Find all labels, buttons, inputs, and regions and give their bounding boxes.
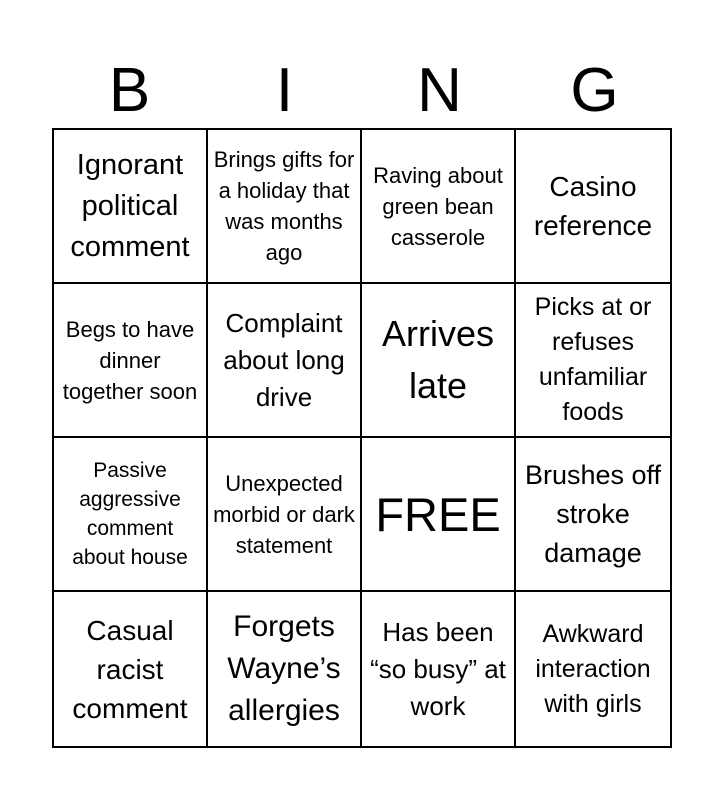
bingo-cell[interactable] bbox=[54, 130, 208, 284]
cell-text: Brushes off stroke damage bbox=[524, 459, 662, 568]
header-letter-b: B bbox=[108, 56, 151, 125]
cell-text: Raving about green bean casserole bbox=[373, 162, 503, 250]
cell-text: Arrives late bbox=[381, 313, 494, 406]
cell-text: Ignorant political comment bbox=[70, 148, 190, 263]
bingo-header bbox=[52, 56, 672, 126]
cell-text: Unexpected morbid or dark statement bbox=[213, 470, 355, 558]
header-letter-i: I bbox=[275, 56, 294, 125]
bingo-cell[interactable] bbox=[54, 284, 208, 438]
bingo-board bbox=[52, 128, 672, 748]
cell-text: Casino reference bbox=[533, 171, 653, 241]
cell-text: Forgets Wayne’s allergies bbox=[227, 610, 341, 727]
cell-text: Complaint about long drive bbox=[223, 307, 345, 412]
bingo-cell[interactable] bbox=[54, 438, 208, 592]
bingo-cell[interactable] bbox=[208, 130, 362, 284]
cell-text: Brings gifts for a holiday that was months ago bbox=[213, 147, 355, 265]
bingo-cell[interactable] bbox=[208, 284, 362, 438]
bingo-cell[interactable] bbox=[362, 592, 516, 746]
bingo-cell[interactable] bbox=[516, 284, 670, 438]
cell-text: Begs to have dinner together soon bbox=[62, 316, 198, 404]
cell-text: Awkward interaction with girls bbox=[535, 619, 651, 718]
bingo-cell[interactable] bbox=[362, 130, 516, 284]
header-letter-g: G bbox=[570, 56, 619, 125]
cell-text: Picks at or refuses unfamiliar foods bbox=[534, 293, 652, 426]
free-space-text: FREE bbox=[375, 487, 501, 541]
bingo-cell[interactable] bbox=[516, 438, 670, 592]
bingo-cell[interactable] bbox=[362, 284, 516, 438]
bingo-cell[interactable] bbox=[208, 592, 362, 746]
cell-text: Passive aggressive comment about house bbox=[72, 459, 188, 569]
header-letter-n: N bbox=[417, 56, 462, 125]
bingo-cell[interactable] bbox=[516, 592, 670, 746]
bingo-cell[interactable] bbox=[54, 592, 208, 746]
cell-text: Has been “so busy” at work bbox=[370, 616, 506, 721]
bingo-cell[interactable] bbox=[516, 130, 670, 284]
cell-text: Casual racist comment bbox=[72, 614, 188, 724]
bingo-cell[interactable] bbox=[208, 438, 362, 592]
free-space[interactable] bbox=[362, 438, 516, 592]
